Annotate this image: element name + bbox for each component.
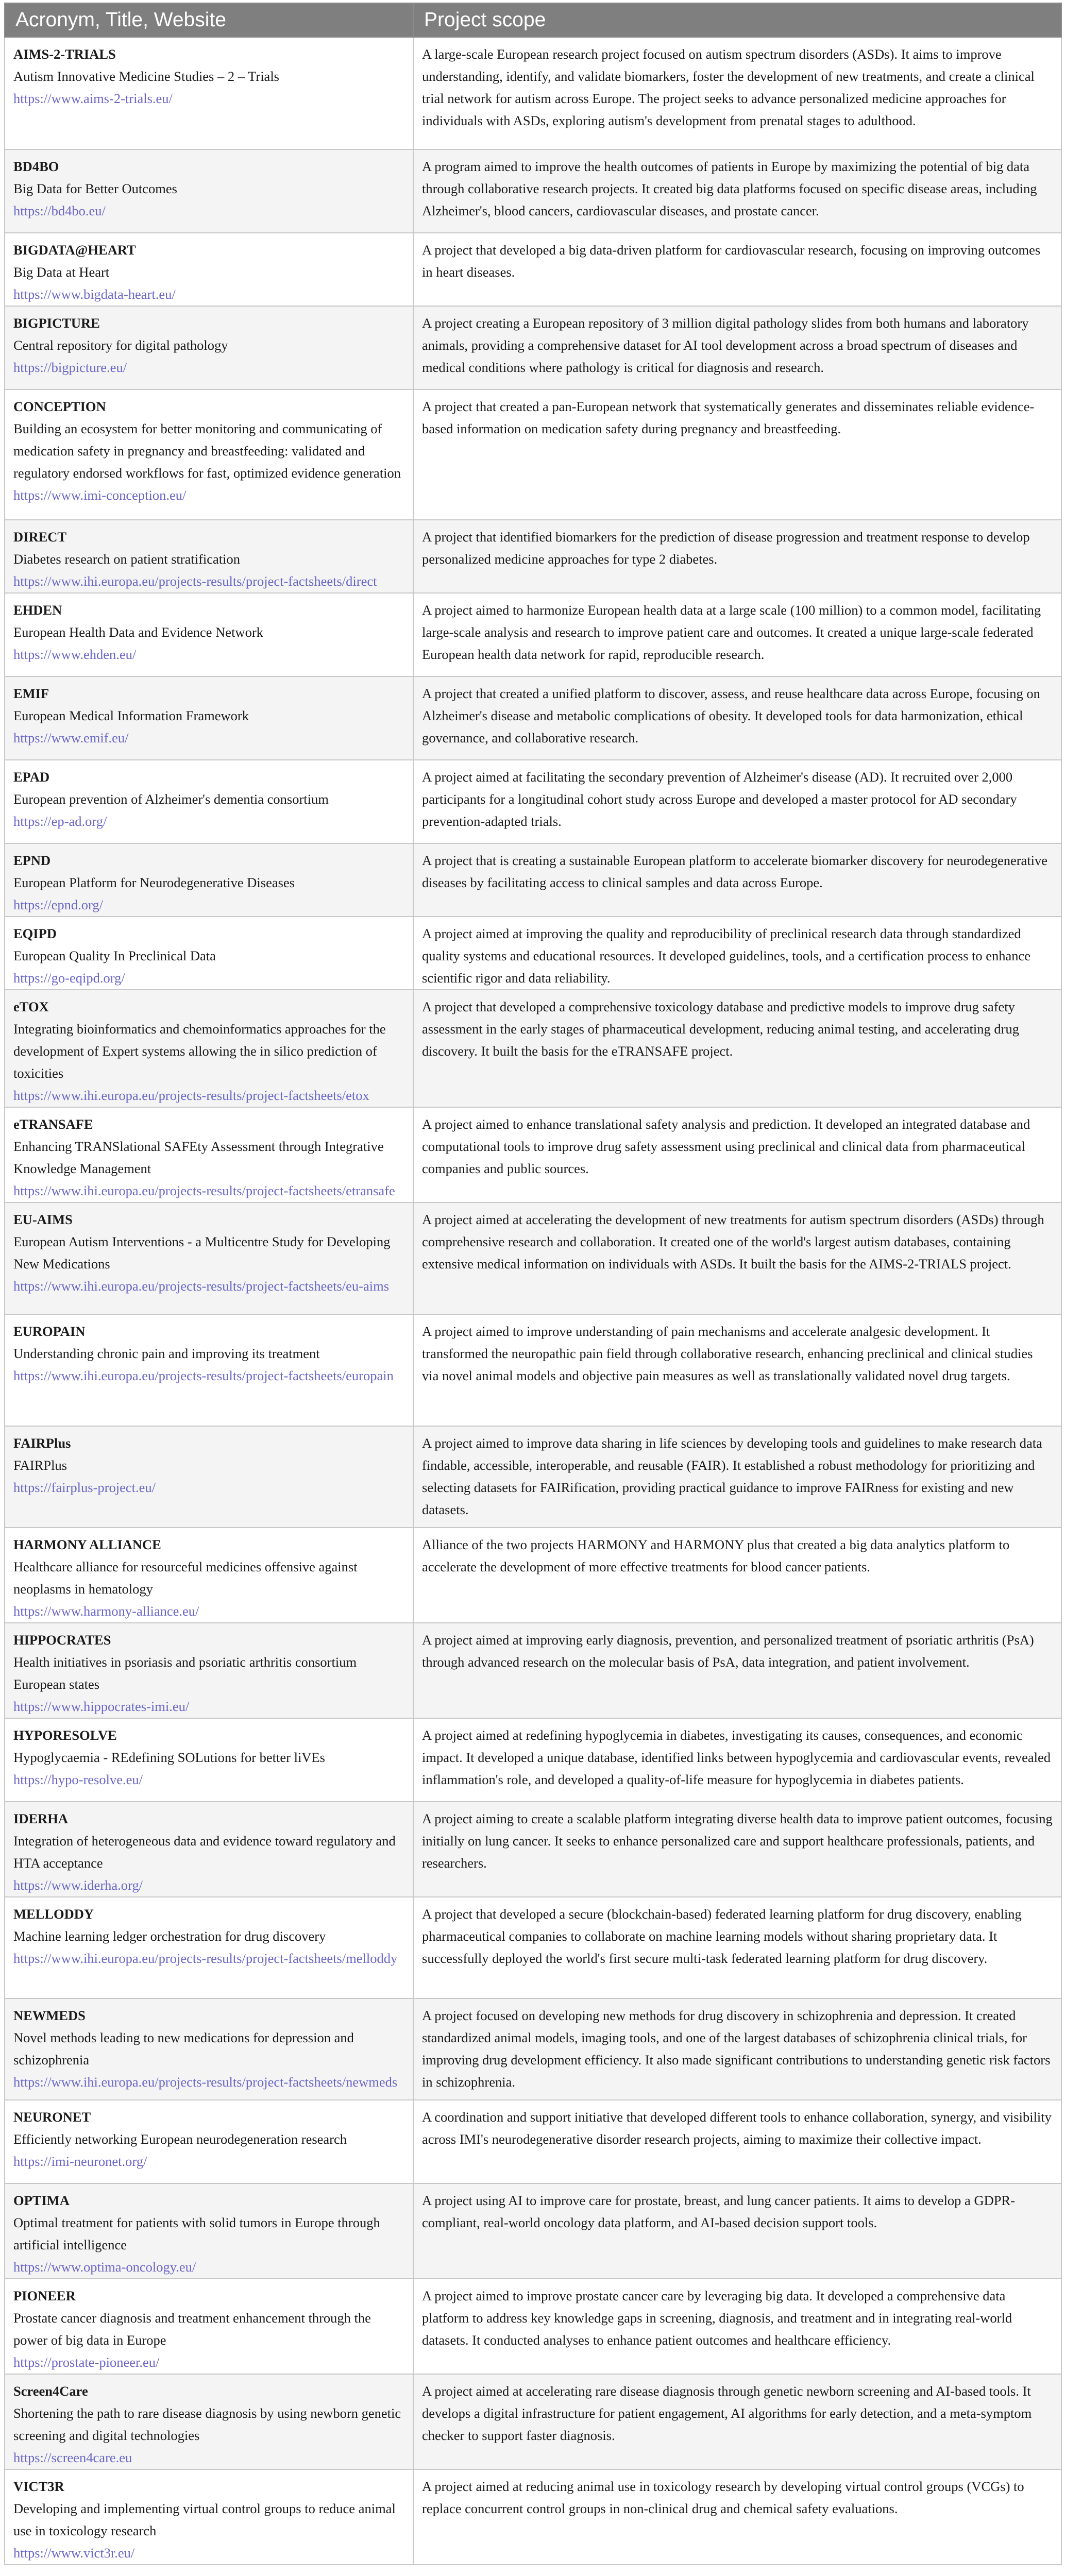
- project-scope-text: A project aimed at improving the quality and reproducibility of preclinical research data through standardized quality systems and educational resources. It developed guidelines, tools, and a certification process to enhance scientific rigor and data reliability.: [422, 926, 1031, 986]
- project-identity-cell: [5, 1897, 413, 1998]
- project-identity-cell: [5, 2100, 413, 2183]
- project-acronym: EQIPD: [13, 926, 57, 941]
- project-acronym: Screen4Care: [13, 2383, 88, 2399]
- project-title: Novel methods leading to new medications for depression and schizophrenia: [13, 2030, 354, 2067]
- table-row: [5, 389, 1061, 520]
- project-identity-cell: [5, 2183, 413, 2279]
- project-scope-cell: [413, 306, 1061, 389]
- table-row: [5, 1107, 1061, 1202]
- project-acronym: IDERHA: [13, 1811, 69, 1826]
- project-identity-cell: [5, 843, 413, 917]
- table-row: [5, 2183, 1061, 2279]
- project-scope-cell: [413, 917, 1061, 990]
- project-scope-text: A project that identified biomarkers for the prediction of disease progression and treatment response to develop personalized medicine approaches for type 2 diabetes.: [422, 529, 1030, 567]
- project-scope-text: A project aimed at accelerating the development of new treatments for autism spectrum disorders (ASDs) through comprehensive research and collaboration. It created one of the world's largest autism databases, containing extensive medical information on individuals with ASDs. It built the basis for the AIMS-2-TRIALS project.: [422, 1212, 1044, 1272]
- table-row: [5, 760, 1061, 843]
- project-acronym: eTRANSAFE: [13, 1116, 93, 1132]
- table-row: [5, 1314, 1061, 1426]
- table-row: [5, 1202, 1061, 1314]
- project-title: Integrating bioinformatics and chemoinformatics approaches for the development of Expert systems allowing the in silico prediction of toxicities: [13, 1021, 386, 1081]
- project-title: European Quality In Preclinical Data: [13, 948, 216, 963]
- project-website-link[interactable]: https://www.ihi.europa.eu/projects-results/project-factsheets/newmeds: [13, 2074, 398, 2090]
- project-scope-cell: [413, 843, 1061, 917]
- project-website-link[interactable]: https://www.ihi.europa.eu/projects-results/project-factsheets/etox: [13, 1088, 369, 1103]
- project-identity-cell: [5, 233, 413, 306]
- project-acronym: PIONEER: [13, 2288, 76, 2303]
- project-title: Developing and implementing virtual control groups to reduce animal use in toxicology research: [13, 2501, 396, 2538]
- project-identity-cell: [5, 1718, 413, 1802]
- project-identity-cell: [5, 37, 413, 149]
- project-acronym: EU-AIMS: [13, 1212, 73, 1227]
- project-acronym: CONCEPTION: [13, 399, 106, 414]
- project-scope-text: A project that created a unified platform to discover, assess, and reuse healthcare data across Europe, focusing on Alzheimer's disease and metabolic complications of obesity. It developed tools for data harmonization, ethical governance, and collaborative research.: [422, 686, 1040, 745]
- project-website-link[interactable]: https://www.iderha.org/: [13, 1877, 143, 1893]
- table-row: [5, 843, 1061, 917]
- project-identity-cell: [5, 1426, 413, 1528]
- project-website-link[interactable]: https://www.bigdata-heart.eu/: [13, 286, 176, 302]
- project-scope-cell: [413, 2100, 1061, 2183]
- project-website-link[interactable]: https://www.ihi.europa.eu/projects-results/project-factsheets/melloddy: [13, 1951, 398, 1966]
- project-website-link[interactable]: https://prostate-pioneer.eu/: [13, 2354, 160, 2370]
- project-title: Optimal treatment for patients with solid tumors in Europe through artificial intelligence: [13, 2215, 380, 2252]
- project-website-link[interactable]: https://www.hippocrates-imi.eu/: [13, 1699, 190, 1714]
- project-website-link[interactable]: https://fairplus-project.eu/: [13, 1480, 156, 1495]
- project-title: Efficiently networking European neurodegeneration research: [13, 2131, 347, 2147]
- project-identity-cell: [5, 2374, 413, 2469]
- project-identity-cell: [5, 917, 413, 990]
- project-title: Big Data at Heart: [13, 264, 110, 280]
- project-title: Big Data for Better Outcomes: [13, 181, 177, 196]
- table-row: [5, 233, 1061, 306]
- project-scope-cell: [413, 1897, 1061, 1998]
- project-scope-text: A project aimed to enhance translational safety analysis and prediction. It developed an integrated database and computational tools to improve drug safety assessment using preclinical and clinical data from pharmaceutical companies and public sources.: [422, 1116, 1030, 1176]
- table-row: [5, 306, 1061, 389]
- project-scope-cell: [413, 1314, 1061, 1426]
- project-acronym: OPTIMA: [13, 2193, 70, 2208]
- project-scope-text: A project aimed at accelerating rare disease diagnosis through genetic newborn screening and AI-based tools. It develops a digital infrastructure for patient engagement, AI algorithms for early detection, and a meta-symptom checker to support faster diagnosis.: [422, 2383, 1032, 2443]
- project-scope-cell: [413, 149, 1061, 233]
- project-acronym: AIMS-2-TRIALS: [13, 46, 116, 62]
- table-row: [5, 1718, 1061, 1802]
- project-website-link[interactable]: https://www.ehden.eu/: [13, 647, 137, 662]
- project-scope-text: A project creating a European repository of 3 million digital pathology slides from both humans and laboratory animals, providing a comprehensive dataset for AI tool development across a broad spectrum of diseases and medical conditions where pathology is critical for diagnosis and research.: [422, 315, 1029, 375]
- project-scope-text: Alliance of the two projects HARMONY and HARMONY plus that created a big data analytics platform to accelerate the development of more effective treatments for blood cancer patients.: [422, 1537, 1010, 1574]
- project-scope-text: A project that developed a big data-driven platform for cardiovascular research, focusing on improving outcomes in heart diseases.: [422, 242, 1041, 280]
- project-scope-cell: [413, 593, 1061, 676]
- project-scope-cell: [413, 1107, 1061, 1202]
- project-acronym: FAIRPlus: [13, 1435, 71, 1451]
- project-acronym: EHDEN: [13, 602, 62, 618]
- table-row: [5, 2100, 1061, 2183]
- project-scope-text: A project aiming to create a scalable platform integrating diverse health data to improve patient outcomes, focusing initially on lung cancer. It seeks to enhance personalized care and support healthcare professionals, patients, and researchers.: [422, 1811, 1053, 1871]
- project-scope-cell: [413, 1426, 1061, 1528]
- project-website-link[interactable]: https://www.ihi.europa.eu/projects-results/project-factsheets/eu-aims: [13, 1278, 390, 1294]
- project-scope-cell: [413, 389, 1061, 520]
- projects-table: [4, 3, 1062, 2565]
- project-identity-cell: [5, 1202, 413, 1314]
- table-row: [5, 1623, 1061, 1718]
- project-scope-text: A project aimed to improve prostate cancer care by leveraging big data. It developed a comprehensive data platform to address key knowledge gaps in screening, diagnosis, and treatment and in integrating real-world datasets. It conducted analyses to enhance patient outcomes and healthcare efficiency.: [422, 2288, 1012, 2348]
- project-title: Machine learning ledger orchestration for drug discovery: [13, 1928, 326, 1944]
- project-scope-text: A coordination and support initiative that developed different tools to enhance collaboration, synergy, and visibility across IMI's neurodegenerative disorder research projects, aiming to maximize their collective impact.: [422, 2109, 1052, 2147]
- project-scope-text: A project that developed a comprehensive toxicology database and predictive models to improve drug safety assessment in the early stages of pharmaceutical development, reducing animal testing, and accelerating drug discovery. It built the basis for the eTRANSAFE project.: [422, 999, 1019, 1059]
- project-acronym: EPAD: [13, 769, 50, 785]
- project-title: Health initiatives in psoriasis and psoriatic arthritis consortium European states: [13, 1654, 357, 1692]
- project-title: European Health Data and Evidence Network: [13, 624, 263, 640]
- project-identity-cell: [5, 1107, 413, 1202]
- header-row: [5, 3, 1061, 37]
- project-scope-cell: [413, 676, 1061, 760]
- project-title: Understanding chronic pain and improving its treatment: [13, 1346, 320, 1361]
- table-row: [5, 149, 1061, 233]
- project-scope-text: A project aimed at reducing animal use in toxicology research by developing virtual control groups (VCGs) to replace concurrent control groups in non-clinical drug and chemical safety evaluations.: [422, 2479, 1024, 2516]
- project-identity-cell: [5, 2469, 413, 2565]
- project-scope-cell: [413, 1202, 1061, 1314]
- table-row: [5, 990, 1061, 1107]
- project-title: European Autism Interventions - a Multicentre Study for Developing New Medications: [13, 1234, 391, 1272]
- project-identity-cell: [5, 593, 413, 676]
- table-body: [5, 37, 1061, 2565]
- project-acronym: eTOX: [13, 999, 49, 1014]
- project-website-link[interactable]: https://hypo-resolve.eu/: [13, 1772, 143, 1787]
- project-identity-cell: [5, 1623, 413, 1718]
- project-identity-cell: [5, 2279, 413, 2374]
- project-identity-cell: [5, 676, 413, 760]
- project-acronym: EMIF: [13, 686, 49, 701]
- table-row: [5, 917, 1061, 990]
- project-identity-cell: [5, 760, 413, 843]
- project-website-link[interactable]: https://www.vict3r.eu/: [13, 2545, 135, 2561]
- project-title: Diabetes research on patient stratification: [13, 551, 241, 567]
- project-scope-cell: [413, 37, 1061, 149]
- project-scope-text: A project aimed at facilitating the secondary prevention of Alzheimer's disease (AD). It recruited over 2,000 participants for a longitudinal cohort study across Europe and developed a master protocol for AD secondary prevention-adapted trials.: [422, 769, 1017, 829]
- project-website-link[interactable]: https://www.ihi.europa.eu/projects-results/project-factsheets/direct: [13, 573, 377, 589]
- project-title: European Platform for Neurodegenerative Diseases: [13, 875, 295, 890]
- project-scope-text: A large-scale European research project focused on autism spectrum disorders (ASDs). It aims to improve understanding, identify, and validate biomarkers, foster the development of new treatments, and create a clinical trial network for autism across Europe. The project seeks to advance personalized medicine approaches for individuals with ASDs, exploring autism's development from prenatal stages to adulthood.: [422, 46, 1035, 128]
- project-scope-text: A project aimed to improve data sharing in life sciences by developing tools and guidelines to make research data findable, accessible, interoperable, and reusable (FAIR). It established a robust methodology for prioritizing and selecting datasets for FAIRification, providing practical guidance to improve FAIRness for existing and new datasets.: [422, 1435, 1042, 1517]
- project-website-link[interactable]: https://www.ihi.europa.eu/projects-results/project-factsheets/europain: [13, 1368, 394, 1383]
- project-website-link[interactable]: https://bd4bo.eu/: [13, 203, 106, 218]
- project-website-link[interactable]: https://imi-neuronet.org/: [13, 2154, 147, 2169]
- project-acronym: MELLODDY: [13, 1906, 94, 1922]
- project-title: Hypoglycaemia - REdefining SOLutions for better liVEs: [13, 1750, 325, 1765]
- project-scope-cell: [413, 2183, 1061, 2279]
- project-title: Integration of heterogeneous data and evidence toward regulatory and HTA acceptance: [13, 1833, 396, 1871]
- project-acronym: EUROPAIN: [13, 1324, 86, 1339]
- project-website-link[interactable]: https://ep-ad.org/: [13, 814, 107, 829]
- project-acronym: BIGDATA@HEART: [13, 242, 136, 258]
- project-scope-cell: [413, 2469, 1061, 2565]
- project-identity-cell: [5, 990, 413, 1107]
- table-row: [5, 520, 1061, 593]
- project-title: Healthcare alliance for resourceful medicines offensive against neoplasms in hematology: [13, 1559, 358, 1597]
- project-scope-text: A project focused on developing new methods for drug discovery in schizophrenia and depression. It created standardized animal models, imaging tools, and one of the largest databases of schizophrenia clinical trials, for improving drug development efficiency. It also made significant contributions to understanding genetic risk factors in schizophrenia.: [422, 2008, 1051, 2090]
- project-title: Shortening the path to rare disease diagnosis by using newborn genetic screening and digital technologies: [13, 2405, 401, 2443]
- project-acronym: EPND: [13, 853, 51, 868]
- project-scope-text: A program aimed to improve the health outcomes of patients in Europe by maximizing the potential of big data through collaborative research projects. It created big data platforms focused on specific disease areas, including Alzheimer's, blood cancers, cardiovascular diseases, and prostate cancer.: [422, 159, 1037, 218]
- table-row: [5, 593, 1061, 676]
- table-row: [5, 2374, 1061, 2469]
- project-website-link[interactable]: https://bigpicture.eu/: [13, 360, 127, 375]
- project-acronym: HARMONY ALLIANCE: [13, 1537, 161, 1552]
- project-scope-text: A project aimed to improve understanding of pain mechanisms and accelerate analgesic development. It transformed the neuropathic pain field through collaborative research, enhancing preclinical and clinical studies via novel animal models and objective pain measures as well as translationally validated novel drug targets.: [422, 1324, 1033, 1383]
- table-header: [5, 3, 1061, 37]
- project-acronym: HIPPOCRATES: [13, 1632, 111, 1648]
- project-website-link[interactable]: https://epnd.org/: [13, 897, 103, 912]
- project-scope-cell: [413, 520, 1061, 593]
- project-scope-text: A project that is creating a sustainable European platform to accelerate biomarker discovery for neurodegenerative diseases by facilitating access to clinical samples and data across Europe.: [422, 853, 1048, 890]
- project-acronym: HYPORESOLVE: [13, 1727, 117, 1743]
- project-acronym: BD4BO: [13, 159, 59, 174]
- project-scope-text: A project aimed at redefining hypoglycemia in diabetes, investigating its causes, consequences, and economic impact. It developed a unique database, identified links between hypoglycemia and cardiovascular events, revealed inflammation's role, and developed a quality-of-life measure for hypoglycemia in diabetes patients.: [422, 1727, 1051, 1787]
- table-row: [5, 1998, 1061, 2100]
- project-identity-cell: [5, 520, 413, 593]
- project-website-link[interactable]: https://www.ihi.europa.eu/projects-results/project-factsheets/etransafe: [13, 1183, 395, 1198]
- project-scope-cell: [413, 1623, 1061, 1718]
- project-scope-cell: [413, 1998, 1061, 2100]
- table-row: [5, 1802, 1061, 1897]
- project-scope-text: A project that developed a secure (blockchain-based) federated learning platform for drug discovery, enabling pharmaceutical companies to collaborate on machine learning models without sharing proprietary data. It successfully deployed the world's first secure multi-task federated learning platform for drug discovery.: [422, 1906, 1022, 1966]
- table-row: [5, 2469, 1061, 2565]
- table-row: [5, 1528, 1061, 1623]
- project-scope-cell: [413, 2374, 1061, 2469]
- project-acronym: DIRECT: [13, 529, 67, 545]
- table-row: [5, 37, 1061, 149]
- project-acronym: NEWMEDS: [13, 2008, 86, 2023]
- project-scope-text: A project that created a pan-European network that systematically generates and disseminates reliable evidence-based information on medication safety during pregnancy and breastfeeding.: [422, 399, 1035, 436]
- project-scope-text: A project aimed at improving early diagnosis, prevention, and personalized treatment of psoriatic arthritis (PsA) through advanced research on the molecular basis of PsA, data integration, and patient involvement.: [422, 1632, 1034, 1670]
- project-identity-cell: [5, 389, 413, 520]
- project-title: Autism Innovative Medicine Studies – 2 – Trials: [13, 69, 279, 84]
- project-title: European Medical Information Framework: [13, 708, 249, 723]
- project-website-link[interactable]: https://www.aims-2-trials.eu/: [13, 91, 173, 106]
- project-title: Building an ecosystem for better monitoring and communicating of medication safety in pregnancy and breastfeeding: validated and regulatory endorsed workflows for fast, optimized evidence generation: [13, 421, 401, 481]
- project-scope-cell: [413, 990, 1061, 1107]
- project-scope-cell: [413, 2279, 1061, 2374]
- projects-table-wrapper: [4, 3, 1061, 2565]
- project-website-link[interactable]: https://www.emif.eu/: [13, 730, 129, 745]
- project-title: Enhancing TRANSlational SAFEty Assessment through Integrative Knowledge Management: [13, 1139, 384, 1176]
- project-website-link[interactable]: https://www.optima-oncology.eu/: [13, 2259, 196, 2275]
- project-acronym: VICT3R: [13, 2479, 64, 2494]
- project-website-link[interactable]: https://go-eqipd.org/: [13, 970, 125, 986]
- project-acronym: BIGPICTURE: [13, 315, 100, 331]
- project-website-link[interactable]: https://screen4care.eu: [13, 2450, 132, 2465]
- project-website-link[interactable]: https://www.imi-conception.eu/: [13, 487, 187, 503]
- project-scope-text: A project using AI to improve care for prostate, breast, and lung cancer patients. It aims to develop a GDPR-compliant, real-world oncology data platform, and AI-based decision support tools.: [422, 2193, 1015, 2230]
- project-scope-cell: [413, 760, 1061, 843]
- project-title: Central repository for digital pathology: [13, 337, 228, 353]
- table-row: [5, 676, 1061, 760]
- project-identity-cell: [5, 149, 413, 233]
- header-project-scope: Project scope: [413, 3, 1061, 37]
- project-scope-cell: [413, 1802, 1061, 1897]
- project-identity-cell: [5, 1528, 413, 1623]
- table-row: [5, 1897, 1061, 1998]
- project-scope-cell: [413, 233, 1061, 306]
- project-website-link[interactable]: https://www.harmony-alliance.eu/: [13, 1603, 199, 1619]
- project-title: FAIRPlus: [13, 1458, 67, 1473]
- project-scope-cell: [413, 1718, 1061, 1802]
- project-scope-cell: [413, 1528, 1061, 1623]
- project-identity-cell: [5, 1314, 413, 1426]
- table-row: [5, 1426, 1061, 1528]
- project-identity-cell: [5, 1802, 413, 1897]
- project-title: European prevention of Alzheimer's dementia consortium: [13, 791, 329, 807]
- project-acronym: NEURONET: [13, 2109, 91, 2125]
- table-row: [5, 2279, 1061, 2374]
- project-identity-cell: [5, 306, 413, 389]
- project-scope-text: A project aimed to harmonize European health data at a large scale (100 million) to a common model, facilitating large-scale analysis and research to improve patient care and outcomes. It created a unique large-scale federated European health data network for rapid, reproducible research.: [422, 602, 1041, 662]
- header-acronym-title-website: Acronym, Title, Website: [5, 3, 413, 37]
- project-identity-cell: [5, 1998, 413, 2100]
- project-title: Prostate cancer diagnosis and treatment enhancement through the power of big data in Europe: [13, 2310, 371, 2348]
